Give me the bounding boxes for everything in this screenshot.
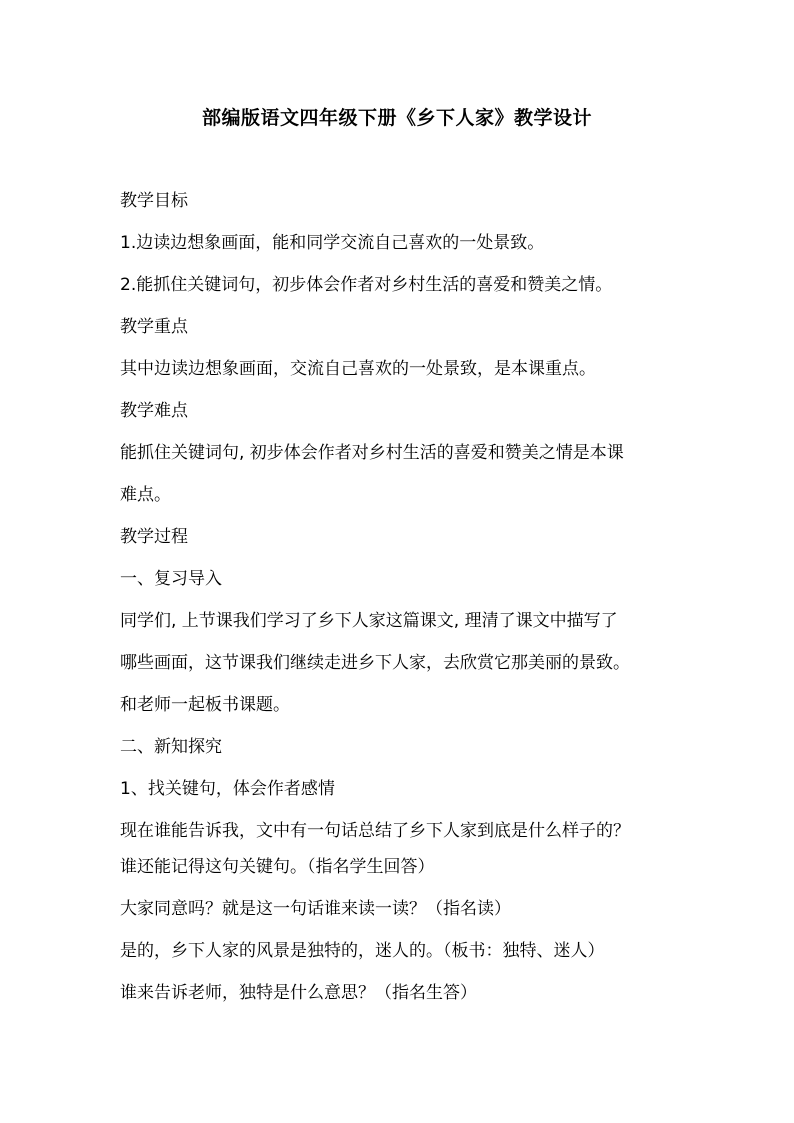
paragraph-line: 大家同意吗？就是这一句话谁来读一读？（指名读） xyxy=(120,899,511,919)
section-heading-difficulties: 教学难点 xyxy=(120,401,188,421)
subsection-heading: 一、复习导入 xyxy=(120,569,222,589)
paragraph-line: 谁还能记得这句关键句。（指名学生回答） xyxy=(120,857,435,877)
paragraph-line: 是的，乡下人家的风景是独特的，迷人的。（板书：独特、迷人） xyxy=(120,941,605,961)
paragraph-line: 现在谁能告诉我，文中有一句话总结了乡下人家到底是什么样子的？ xyxy=(120,821,630,841)
subsection-heading: 二、新知探究 xyxy=(120,737,222,757)
subsection-heading: 1、找关键句，体会作者感情 xyxy=(120,779,335,799)
paragraph-line: 能抓住关键词句, 初步体会作者对乡村生活的喜爱和赞美之情是本课 xyxy=(120,443,624,463)
document-title: 部编版语文四年级下册《乡下人家》教学设计 xyxy=(201,107,592,129)
section-heading-process: 教学过程 xyxy=(120,527,188,547)
section-heading-objectives: 教学目标 xyxy=(120,191,188,211)
paragraph-line: 和老师一起板书课题。 xyxy=(120,695,290,715)
paragraph-line: 哪些画面，这节课我们继续走进乡下人家，去欣赏它那美丽的景致。 xyxy=(120,653,630,673)
paragraph-line: 2.能抓住关键词句，初步体会作者对乡村生活的喜爱和赞美之情。 xyxy=(120,275,613,295)
paragraph-line: 同学们, 上节课我们学习了乡下人家这篇课文, 理清了课文中描写了 xyxy=(120,611,618,631)
paragraph-line: 1.边读边想象画面，能和同学交流自己喜欢的一处景致。 xyxy=(120,233,545,253)
paragraph-line: 难点。 xyxy=(120,485,171,505)
paragraph-line: 谁来告诉老师，独特是什么意思？（指名生答） xyxy=(120,983,477,1003)
paragraph-line: 其中边读边想象画面，交流自己喜欢的一处景致，是本课重点。 xyxy=(120,359,596,379)
section-heading-key-points: 教学重点 xyxy=(120,317,188,337)
